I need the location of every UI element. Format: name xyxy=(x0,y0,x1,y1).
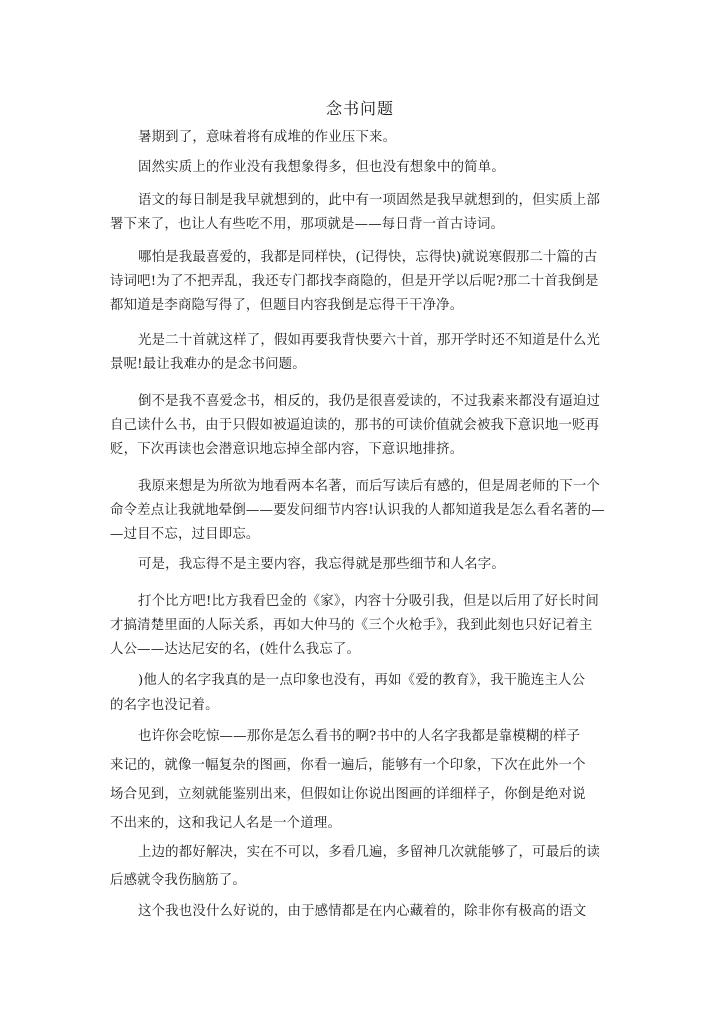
text-line: 景呢!最让我难办的是念书问题。 xyxy=(110,357,306,372)
text-line: 署下来了，也让人有些吃不用，那项就是——每日背一首古诗词。 xyxy=(110,217,505,232)
text-line: 光是二十首就这样了，假如再要我背快要六十首，那开学时还不知道是什么光 xyxy=(138,333,601,348)
text-line: 自己读什么书，由于只假如被逼迫读的，那书的可读价值就会被我下意识地一贬再 xyxy=(110,418,600,433)
text-line: 哪怕是我最喜爱的，我都是同样快，(记得快，忘得快)就说寒假那二十篇的古 xyxy=(138,250,598,265)
text-line: 诗词吧!为了不把弄乱，我还专门都找李商隐的，但是开学以后呢?那二十首我倒是 xyxy=(110,274,599,289)
text-line: 都知道是李商隐写得了，但题目内容我倒是忘得干干净净。 xyxy=(110,298,464,313)
text-line: 暑期到了，意味着将有成堆的作业压下来。 xyxy=(138,130,397,145)
text-line: 倒不是我不喜爱念书，相反的，我仍是很喜爱读的，不过我素来都没有逼迫过 xyxy=(138,394,601,409)
text-line: 的名字也没记着。 xyxy=(110,698,219,713)
text-line: 后感就令我伤脑筋了。 xyxy=(110,873,246,888)
text-line: 也许你会吃惊——那你是怎么看书的啊?书中的人名字我都是靠模糊的样子 xyxy=(138,729,581,744)
document-title: 念书问题 xyxy=(325,99,394,118)
text-line: 可是，我忘得不是主要内容，我忘得就是那些细节和人名字。 xyxy=(138,557,505,572)
text-line: )他人的名字我真的是一点印象也没有，再如《爱的教育》，我干脆连主人公 xyxy=(138,673,586,688)
text-line: 才搞清楚里面的人际关系，再如大仲马的《三个火枪手》，我到此刻也只好记着主 xyxy=(110,618,593,633)
text-line: 命令差点让我就地晕倒——要发问细节内容!认识我的人都知道我是怎么看名著的— xyxy=(110,503,605,518)
text-line: 打个比方吧!比方我看巴金的《家》，内容十分吸引我，但是以后用了好长时间 xyxy=(138,594,599,609)
text-line: 人公——达达尼安的名，(姓什么我忘了。 xyxy=(110,642,361,657)
text-line: 我原来想是为所欲为地看两本名著，而后写读后有感的，但是周老师的下一个 xyxy=(138,479,601,494)
text-line: 这个我也没什么好说的，由于感情都是在内心藏着的，除非你有极高的语文 xyxy=(138,904,587,919)
text-line: 来记的，就像一幅复杂的图画，你看一遍后，能够有一个印象，下次在此外一个 xyxy=(110,758,586,773)
text-line: 贬，下次再读也会潜意识地忘掉全部内容，下意识地排挤。 xyxy=(110,442,464,457)
text-line: 语文的每日制是我早就想到的，此中有一项固然是我早就想到的，但实质上部 xyxy=(138,193,601,208)
text-line: —过目不忘，过目即忘。 xyxy=(110,527,260,542)
text-line: 不出来的，这和我记人名是一个道理。 xyxy=(110,816,342,831)
text-line: 场合见到，立刻就能鉴别出来，但假如让你说出图画的详细样子，你倒是绝对说 xyxy=(110,787,586,802)
text-line: 上边的都好解决，实在不可以，多看几遍，多留神几次就能够了，可最后的读 xyxy=(138,845,601,860)
text-line: 固然实质上的作业没有我想象得多，但也没有想象中的简单。 xyxy=(138,160,505,175)
